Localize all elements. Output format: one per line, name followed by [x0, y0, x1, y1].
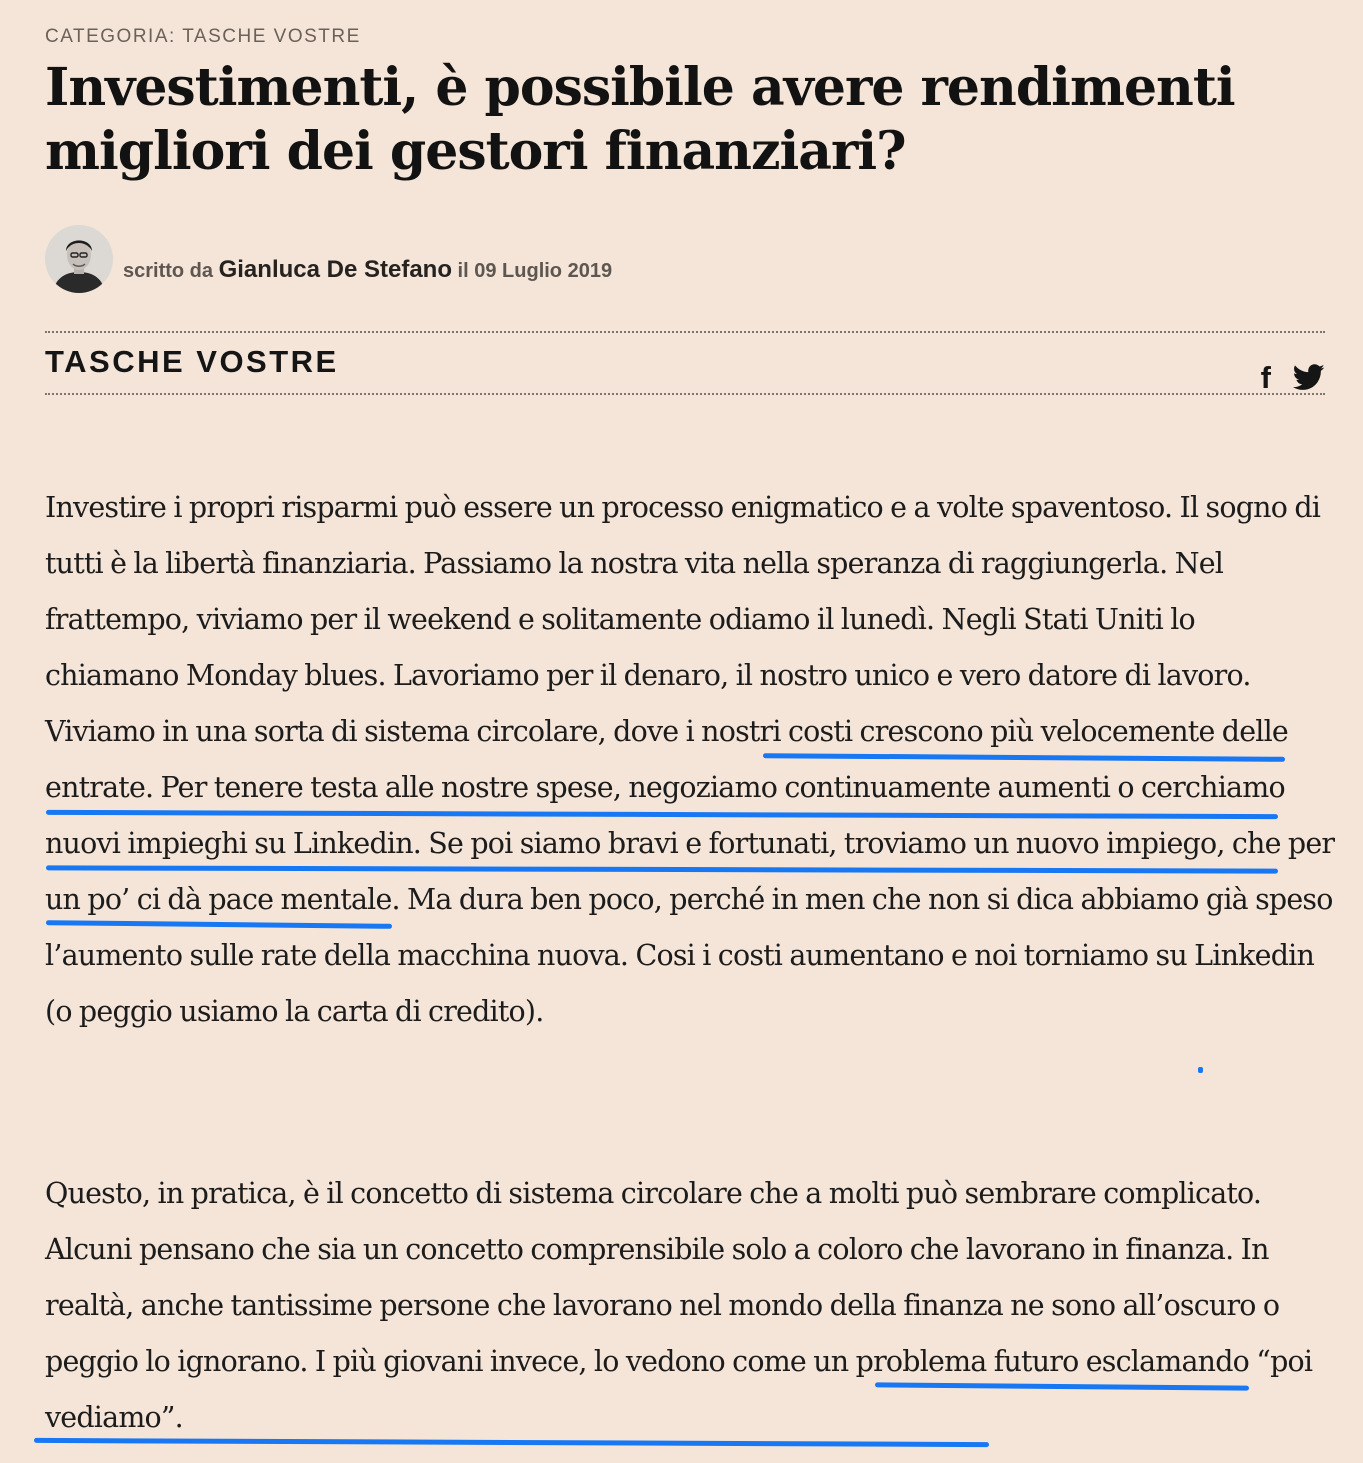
byline-prefix: scritto da	[123, 260, 214, 282]
divider-top	[45, 331, 1325, 333]
category-prefix: CATEGORIA:	[45, 26, 176, 47]
category-link[interactable]: TASCHE VOSTRE	[182, 26, 361, 47]
divider-bottom	[45, 393, 1325, 395]
paragraph-1-highlight: Viviamo in una sorta di sistema circolare, dove i nostri costi crescono più velocemente delle entrate. Per tenere testa alle nostre spese, negoziamo continuamente aumenti o cerchiamo nuovi impieghi su Linkedin.	[45, 715, 1288, 860]
article-title: Investimenti, è possibile avere rendimenti migliori dei gestori finanziari?	[45, 57, 1235, 182]
author-avatar[interactable]	[45, 225, 113, 293]
share-buttons	[1261, 362, 1325, 393]
facebook-icon[interactable]: f	[1260, 360, 1271, 395]
author-link[interactable]: Gianluca De Stefano	[218, 256, 452, 283]
publish-date: 09 Luglio 2019	[474, 260, 613, 282]
section-label: TASCHE VOSTRE	[45, 344, 339, 379]
paragraph-1-text-b: Se poi siamo bravi e fortunati, troviamo un nuovo impiego, che per un po’ ci dà pace mentale. Ma dura ben poco, perché in men che non si dica abbiamo già speso l’aumento sulle rate della macchina nuova. Cosi i costi aumentano e noi torniamo su Linkedin (o peggio usiamo la carta di credito).	[45, 827, 1335, 1028]
twitter-icon[interactable]	[1293, 364, 1325, 391]
category-label	[45, 26, 361, 48]
date-prefix: il	[457, 260, 469, 282]
avatar-portrait-icon	[45, 225, 113, 293]
annotation-dot	[1198, 1067, 1203, 1073]
byline	[45, 224, 612, 294]
paragraph-2-highlight: I più giovani invece, lo vedono come un problema futuro esclamando “poi vediamo”.	[45, 1345, 1313, 1434]
paragraph-1-text-a: Investire i propri risparmi può essere un processo enigmatico e a volte spaventoso. Il sogno di tutti è la libertà finanziaria. Passiamo la nostra vita nella speranza di raggiungerla. Nel frattempo, viviamo per il weekend e solitamente odiamo il lunedì. Negli Stati Uniti lo chiamano Monday blues. Lavoriamo per il denaro, il nostro unico e vero datore di lavoro.	[45, 491, 1321, 692]
byline-text	[123, 234, 612, 284]
paragraph-2-text-a: Questo, in pratica, è il concetto di sistema circolare che a molti può sembrare complicato. Alcuni pensano che sia un concetto comprensibile solo a coloro che lavorano in finanza. In realtà, anche tantissime persone che lavorano nel mondo della finanza ne sono all’oscuro o peggio lo ignorano.	[45, 1177, 1280, 1378]
article-paragraph-2	[45, 1166, 1335, 1446]
